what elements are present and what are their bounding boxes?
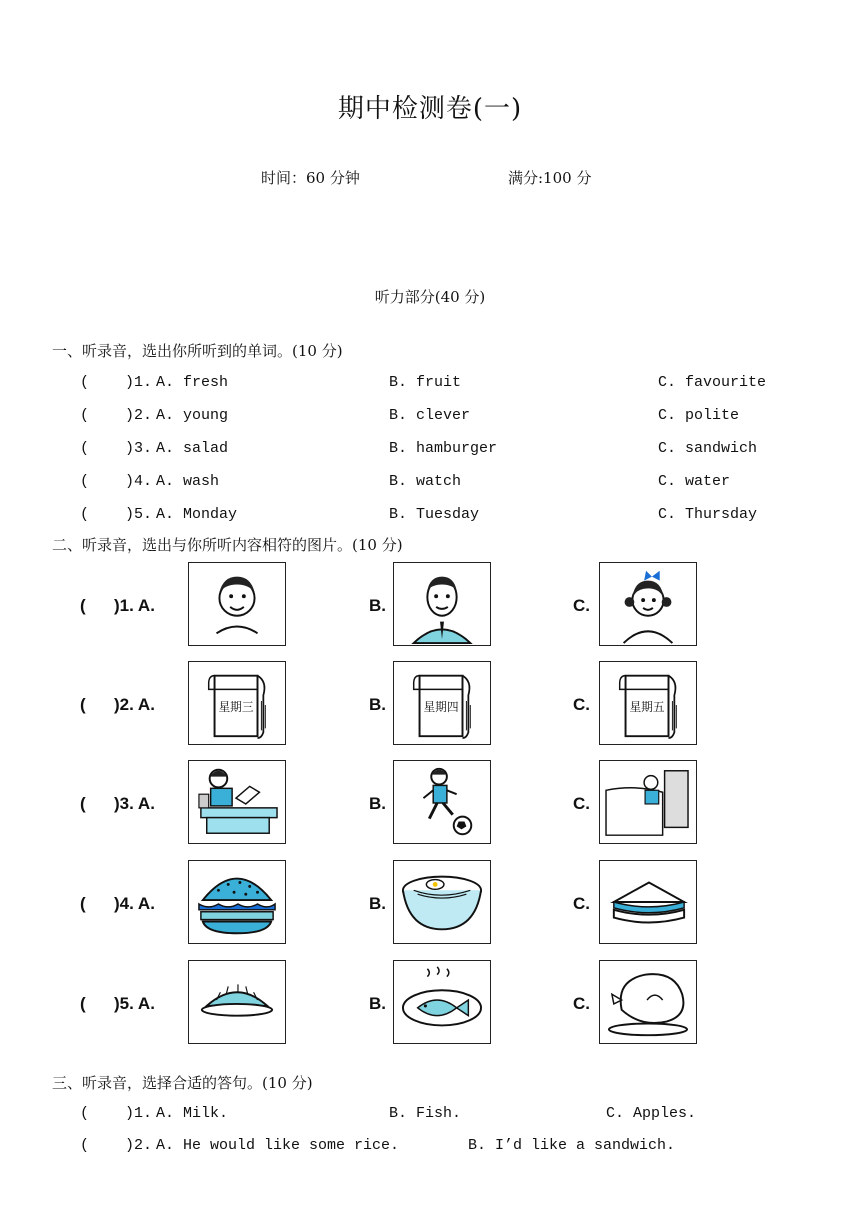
- question-number: ( )2.: [80, 407, 153, 424]
- question-number: ( )4. A.: [80, 894, 155, 913]
- part3-heading: 三、听录音，选择合适的答句。(10 分): [52, 1074, 313, 1092]
- boy-football-icon: [394, 761, 490, 843]
- picture-option: [599, 860, 697, 944]
- question-number: ( )1.: [80, 1105, 153, 1122]
- picture-option: [188, 960, 286, 1044]
- question-number: ( )1. A.: [80, 596, 155, 615]
- option-c: C. favourite: [658, 374, 767, 391]
- picture-option: [393, 760, 491, 844]
- picture-option: [393, 562, 491, 646]
- option-b-label: B.: [369, 794, 386, 813]
- option-c-label: C.: [573, 596, 590, 615]
- option-c-label: C.: [573, 695, 590, 714]
- dumpling-icon: [189, 961, 285, 1043]
- picture-option: [188, 860, 286, 944]
- picture-option: [599, 562, 697, 646]
- option-b: B. hamburger: [389, 440, 498, 457]
- option-b: B. watch: [389, 473, 462, 490]
- option-b-label: B.: [369, 994, 386, 1013]
- option-a: A. young: [156, 407, 229, 424]
- picture-option: [393, 661, 491, 745]
- question-number: ( )2. A.: [80, 695, 155, 714]
- question-number: ( )3.: [80, 440, 153, 457]
- option-c-label: C.: [573, 894, 590, 913]
- girl-face-icon: [600, 563, 696, 645]
- calendar-friday-icon: [600, 662, 696, 744]
- chicken-icon: [600, 961, 696, 1043]
- question-number: ( )3. A.: [80, 794, 155, 813]
- question-number: ( )5.: [80, 506, 153, 523]
- question-number: ( )5. A.: [80, 994, 155, 1013]
- picture-option: [188, 661, 286, 745]
- picture-option: [393, 860, 491, 944]
- option-c: C. Thursday: [658, 506, 758, 523]
- option-b: B. clever: [389, 407, 471, 424]
- picture-option: [188, 760, 286, 844]
- fish-dish-icon: [394, 961, 490, 1043]
- question-number: ( )4.: [80, 473, 153, 490]
- picture-option: [393, 960, 491, 1044]
- option-b: B. Fish.: [389, 1105, 462, 1122]
- picture-option: [599, 960, 697, 1044]
- noodles-icon: [394, 861, 490, 943]
- man-face-icon: [394, 563, 490, 645]
- option-a: A. fresh: [156, 374, 229, 391]
- option-c-label: C.: [573, 794, 590, 813]
- listening-section-title: 听力部分(40 分): [374, 288, 486, 306]
- svg-text:星期三: 星期三: [218, 699, 254, 714]
- option-a: A. Milk.: [156, 1105, 229, 1122]
- svg-text:星期五: 星期五: [629, 699, 665, 714]
- part1-heading: 一、听录音，选出你所听到的单词。(10 分): [52, 342, 343, 360]
- cooking-icon: [600, 761, 696, 843]
- option-a: A. wash: [156, 473, 220, 490]
- question-number: ( )2.: [80, 1137, 153, 1154]
- option-b: B. fruit: [389, 374, 462, 391]
- question-number: ( )1.: [80, 374, 153, 391]
- sandwich-icon: [600, 861, 696, 943]
- option-c-label: C.: [573, 994, 590, 1013]
- option-b: B. Tuesday: [389, 506, 480, 523]
- option-a: A. salad: [156, 440, 229, 457]
- full-score: 满分:100 分: [508, 169, 592, 187]
- option-a: A. He would like some rice.: [156, 1137, 400, 1154]
- calendar-thursday-icon: [394, 662, 490, 744]
- option-c: C. water: [658, 473, 731, 490]
- option-c: C. Apples.: [606, 1105, 697, 1122]
- option-a: A. Monday: [156, 506, 238, 523]
- hamburger-icon: [189, 861, 285, 943]
- exam-time: 时间：60 分钟: [261, 169, 360, 187]
- boy-reading-icon: [189, 761, 285, 843]
- option-b-label: B.: [369, 894, 386, 913]
- calendar-wednesday-icon: [189, 662, 285, 744]
- option-b-label: B.: [369, 596, 386, 615]
- picture-option: [599, 661, 697, 745]
- picture-option: [188, 562, 286, 646]
- svg-text:星期四: 星期四: [423, 699, 459, 714]
- page-title: 期中检测卷(一): [337, 94, 523, 124]
- option-c: C. polite: [658, 407, 740, 424]
- option-b: B. I’d like a sandwich.: [468, 1137, 676, 1154]
- option-c: C. sandwich: [658, 440, 758, 457]
- option-b-label: B.: [369, 695, 386, 714]
- picture-option: [599, 760, 697, 844]
- part2-heading: 二、听录音，选出与你所听内容相符的图片。(10 分): [52, 536, 403, 554]
- boy-face-icon: [189, 563, 285, 645]
